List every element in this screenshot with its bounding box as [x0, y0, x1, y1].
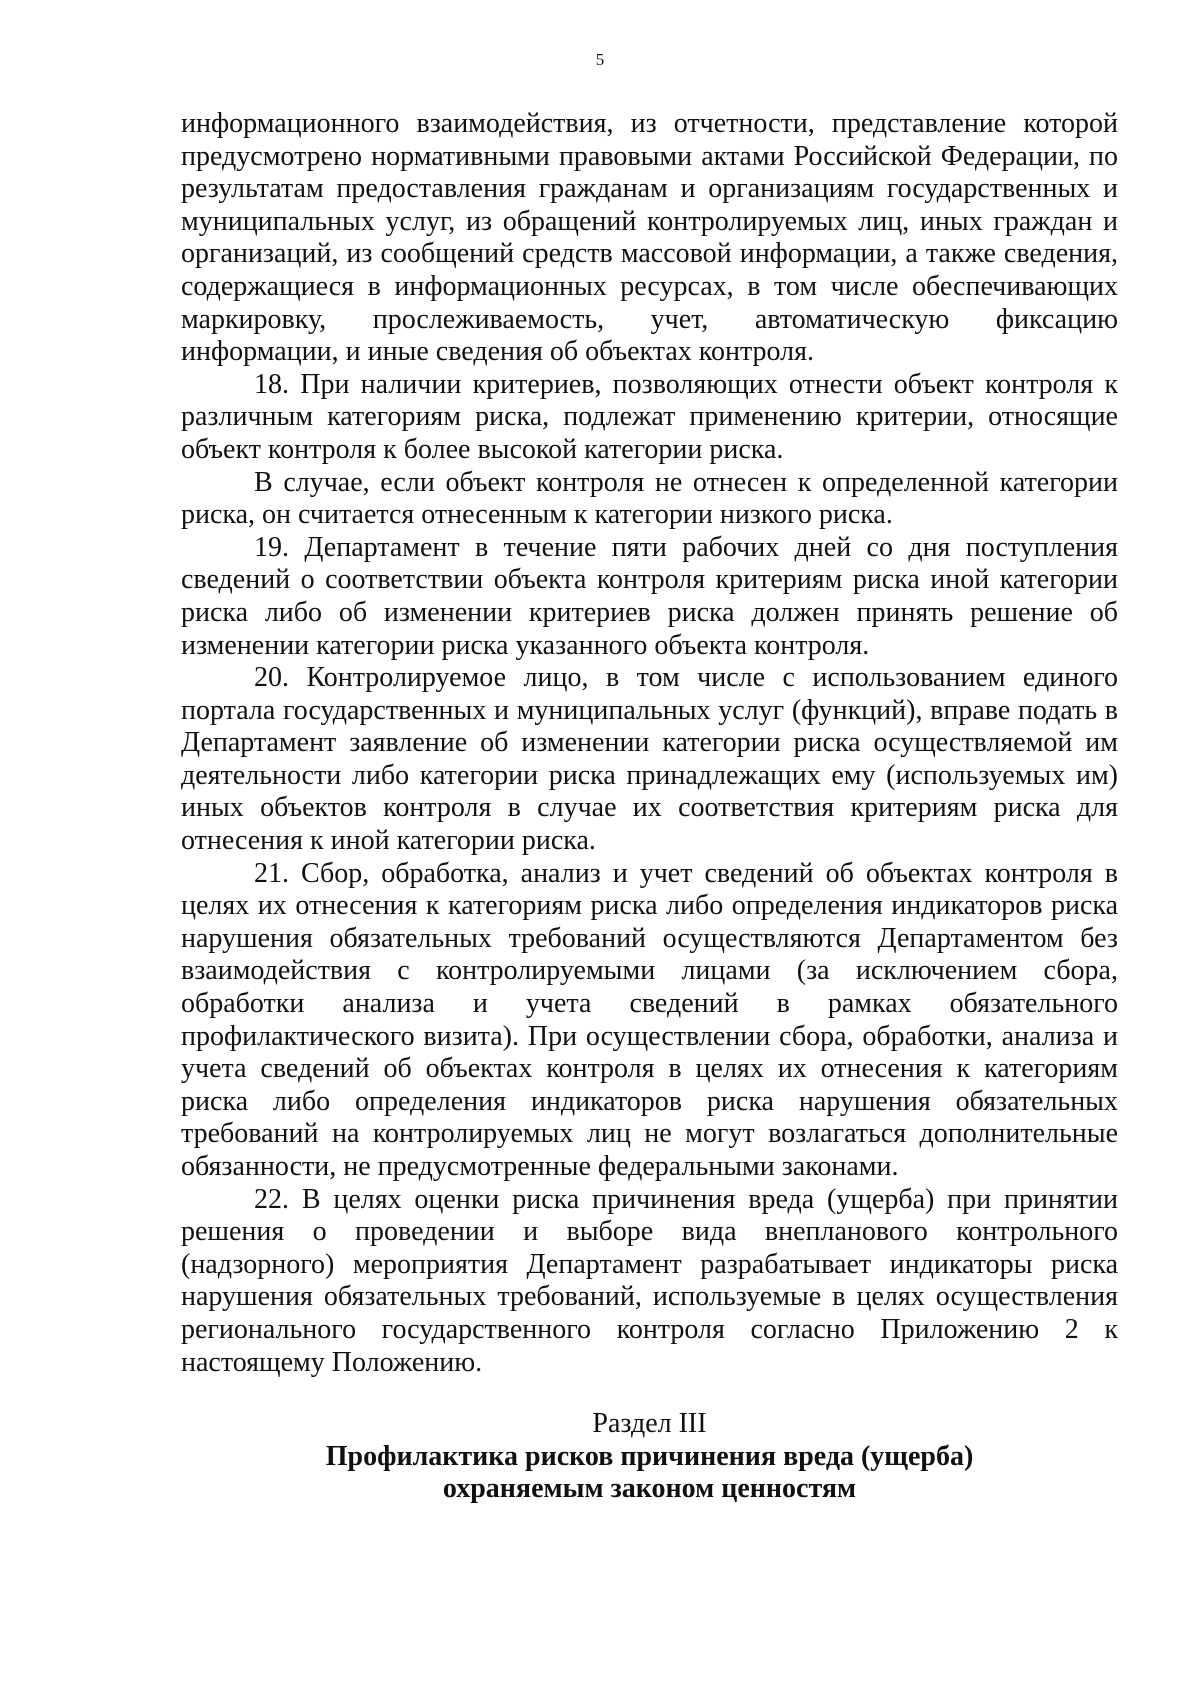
paragraph-19: 19. Департамент в течение пяти рабочих дней со дня поступления сведений о соответствии объекта контроля критериям риска иной категории риска либо об изменении критериев риска должен принять решение об изменении категории риска указанного объекта контроля.	[181, 531, 1118, 661]
section-number: Раздел III	[592, 1408, 707, 1439]
paragraph-18-note: В случае, если объект контроля не отнесен к определенной категории риска, он считается отнесенным к категории низкого риска.	[181, 466, 1118, 531]
page-number: 5	[595, 50, 605, 69]
paragraph-21: 21. Сбор, обработка, анализ и учет сведений об объектах контроля в целях их отнесения к категориям риска либо определения индикаторов риска нарушения обязательных требований осуществляются Департаментом без взаимодействия с контролируемыми лицами (за исключением сбора, обработки анализа и учета сведений в рамках обязательного профилактического визита). При осуществлении сбора, обработки, анализа и учета сведений об объектах контроля в целях их отнесения к категориям риска либо определения индикаторов риска нарушения обязательных требований на контролируемых лиц не могут возлагаться дополнительные обязанности, не предусмотренные федеральными законами.	[181, 857, 1118, 1182]
paragraph-22: 22. В целях оценки риска причинения вреда (ущерба) при принятии решения о проведении и выборе вида внепланового контрольного (надзорного) мероприятия Департамент разрабатывает индикаторы риска нарушения обязательных требований, используемые в целях осуществления регионального государственного контроля согласно Приложению 2 к настоящему Положению.	[181, 1183, 1118, 1378]
section-title-line-2: охраняемым законом ценностям	[442, 1473, 857, 1505]
section-title-line-1: Профилактика рисков причинения вреда (ущерба)	[325, 1440, 974, 1472]
paragraph-20: 20. Контролируемое лицо, в том числе с использованием единого портала государственных и муниципальных услуг (функций), вправе подать в Департамент заявление об изменении категории риска осуществляемой им деятельности либо категории риска принадлежащих ему (используемых им) иных объектов контроля в случае их соответствия критериям риска для отнесения к иной категории риска.	[181, 662, 1118, 857]
section-heading	[181, 1408, 1118, 1506]
paragraph-18: 18. При наличии критериев, позволяющих отнести объект контроля к различным категориям риска, подлежат применению критерии, относящие объект контроля к более высокой категории риска.	[181, 368, 1118, 465]
paragraph-continuation: информационного взаимодействия, из отчетности, представление которой предусмотрено нормативными правовыми актами Российской Федерации, по результатам предоставления гражданам и организациям государственных и муниципальных услуг, из обращений контролируемых лиц, иных граждан и организаций, из сообщений средств массовой информации, а также сведения, содержащиеся в информационных ресурсах, в том числе обеспечивающих маркировку, прослеживаемость, учет, автоматическую фиксацию информации, и иные сведения об объектах контроля.	[181, 108, 1118, 368]
document-body	[181, 108, 1118, 1379]
